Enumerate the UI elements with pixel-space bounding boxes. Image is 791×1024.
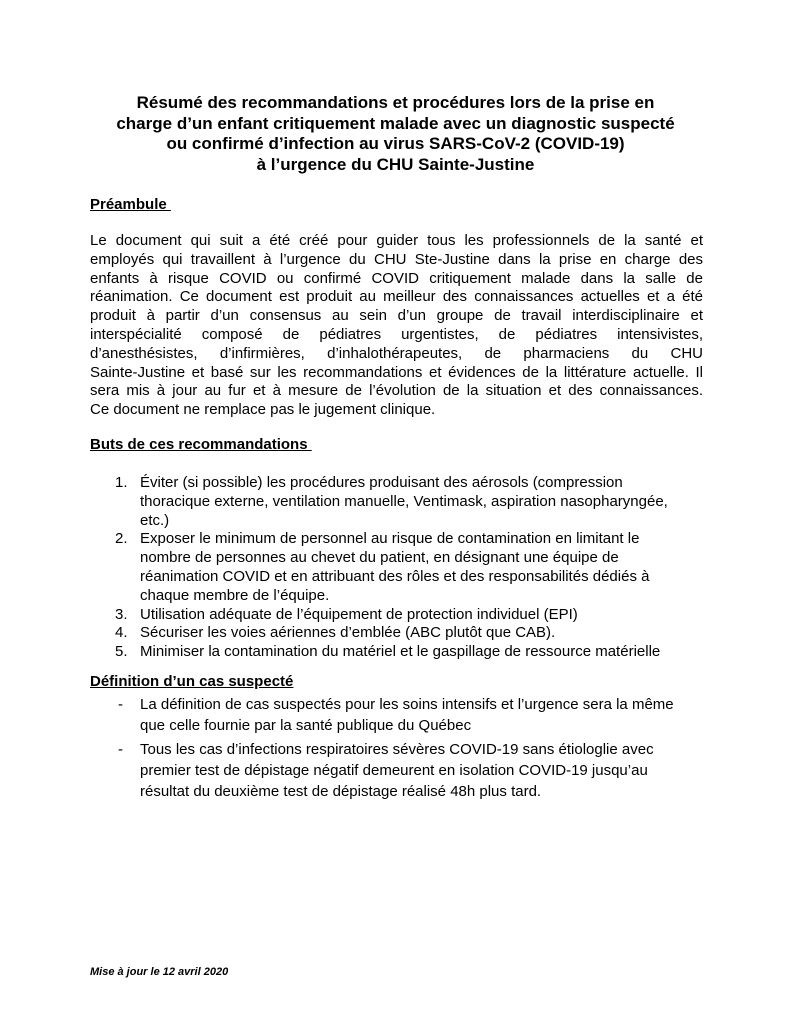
paragraph-line: Le document qui suit a été créé pour guider tous les professionnels de la santé et	[90, 232, 703, 249]
list-item-line: Éviter (si possible) les procédures produisant des aérosols (compression	[140, 474, 623, 491]
list-item-line: Tous les cas d’infections respiratoires sévères COVID-19 sans étiologlie avec	[140, 741, 654, 758]
list-item-line: Minimiser la contamination du matériel et le gaspillage de ressource matérielle	[140, 643, 661, 661]
list-item-line: que celle fournie par la santé publique du Québec	[140, 717, 472, 734]
list-number: 4.	[115, 624, 128, 642]
title-line: charge d’un enfant critiquement malade avec un diagnostic suspecté	[116, 113, 675, 133]
dash-bullet: -	[118, 741, 123, 758]
paragraph-line: sera mis à jour au fur et à mesure de l’évolution de la situation et des connaissances.	[90, 382, 703, 400]
list-item	[90, 530, 710, 605]
list-number: 2.	[115, 530, 128, 548]
definition-heading: Définition d’un cas suspecté	[90, 673, 294, 690]
list-item-line: nombre de personnes au chevet du patient, en désignant une équipe de	[140, 549, 619, 567]
definition-list	[90, 694, 710, 805]
paragraph-line: Ce document ne remplace pas le jugement clinique.	[90, 401, 436, 419]
list-item-line: Utilisation adéquate de l’équipement de protection individuel (EPI)	[140, 605, 578, 623]
list-item-line: thoracique externe, ventilation manuelle, Ventimask, aspiration nasopharyngée,	[140, 492, 668, 510]
list-item-line: etc.)	[140, 511, 170, 529]
list-number: 3.	[115, 605, 128, 623]
paragraph-line: enfants à risque COVID ou confirmé COVID critiquement malade dans la salle de	[90, 269, 703, 287]
list-item-line: premier test de dépistage négatif demeurent en isolation COVID-19 jusqu’au	[140, 762, 648, 779]
paragraph-line: interspécialité composé de pédiatres urgentistes, de pédiatres intensivistes,	[90, 325, 703, 343]
paragraph-line: produit à partir d’un consensus au sein d’un groupe de travail interdisciplinaire et	[90, 307, 703, 325]
list-item-line: réanimation COVID et en attribuant des rôles et des responsabilités dédiés à	[140, 567, 650, 585]
list-item-line: chaque membre de l’équipe.	[140, 586, 330, 604]
paragraph-line: Sainte-Justine et basé sur les recommandations et évidences de la littérature actuelle. Il	[90, 363, 703, 381]
list-item	[90, 624, 710, 643]
buts-heading: Buts de ces recommandations	[90, 436, 312, 453]
preambule-paragraph	[90, 232, 703, 420]
paragraph-line: employés qui travaillent à l’urgence du CHU Ste-Justine dans la prise en charge des	[90, 250, 703, 268]
title-line: Résumé des recommandations et procédures lors de la prise en	[136, 93, 655, 112]
list-item-line: résultat du deuxième test de dépistage réalisé 48h plus tard.	[140, 783, 542, 800]
list-item	[90, 739, 710, 802]
list-item	[90, 694, 710, 736]
list-item	[90, 606, 710, 625]
footer-update-date: Mise à jour le 12 avril 2020	[90, 966, 229, 978]
list-item-line: Exposer le minimum de personnel au risque de contamination en limitant le	[140, 530, 640, 548]
dash-bullet: -	[118, 696, 123, 713]
paragraph-line: réanimation. Ce document est produit au meilleur des connaissances actuelles et a été	[90, 288, 703, 306]
list-item-line: La définition de cas suspectés pour les soins intensifs et l’urgence sera la même	[140, 696, 674, 713]
goals-list	[90, 474, 710, 662]
list-item-line: Sécuriser les voies aériennes d’emblée (ABC plutôt que CAB).	[140, 624, 556, 642]
list-item	[90, 474, 710, 530]
preambule-heading: Préambule	[90, 196, 171, 213]
list-item	[90, 643, 710, 662]
document-title	[90, 93, 701, 175]
paragraph-line: d’anesthésistes, d’infirmières, d’inhalothérapeutes, de pharmaciens du CHU	[90, 344, 703, 362]
list-number: 5.	[115, 643, 128, 661]
list-number: 1.	[115, 474, 128, 491]
title-line: à l’urgence du CHU Sainte-Justine	[256, 154, 535, 174]
title-line: ou confirmé d’infection au virus SARS-CoV-2 (COVID-19)	[166, 134, 625, 153]
